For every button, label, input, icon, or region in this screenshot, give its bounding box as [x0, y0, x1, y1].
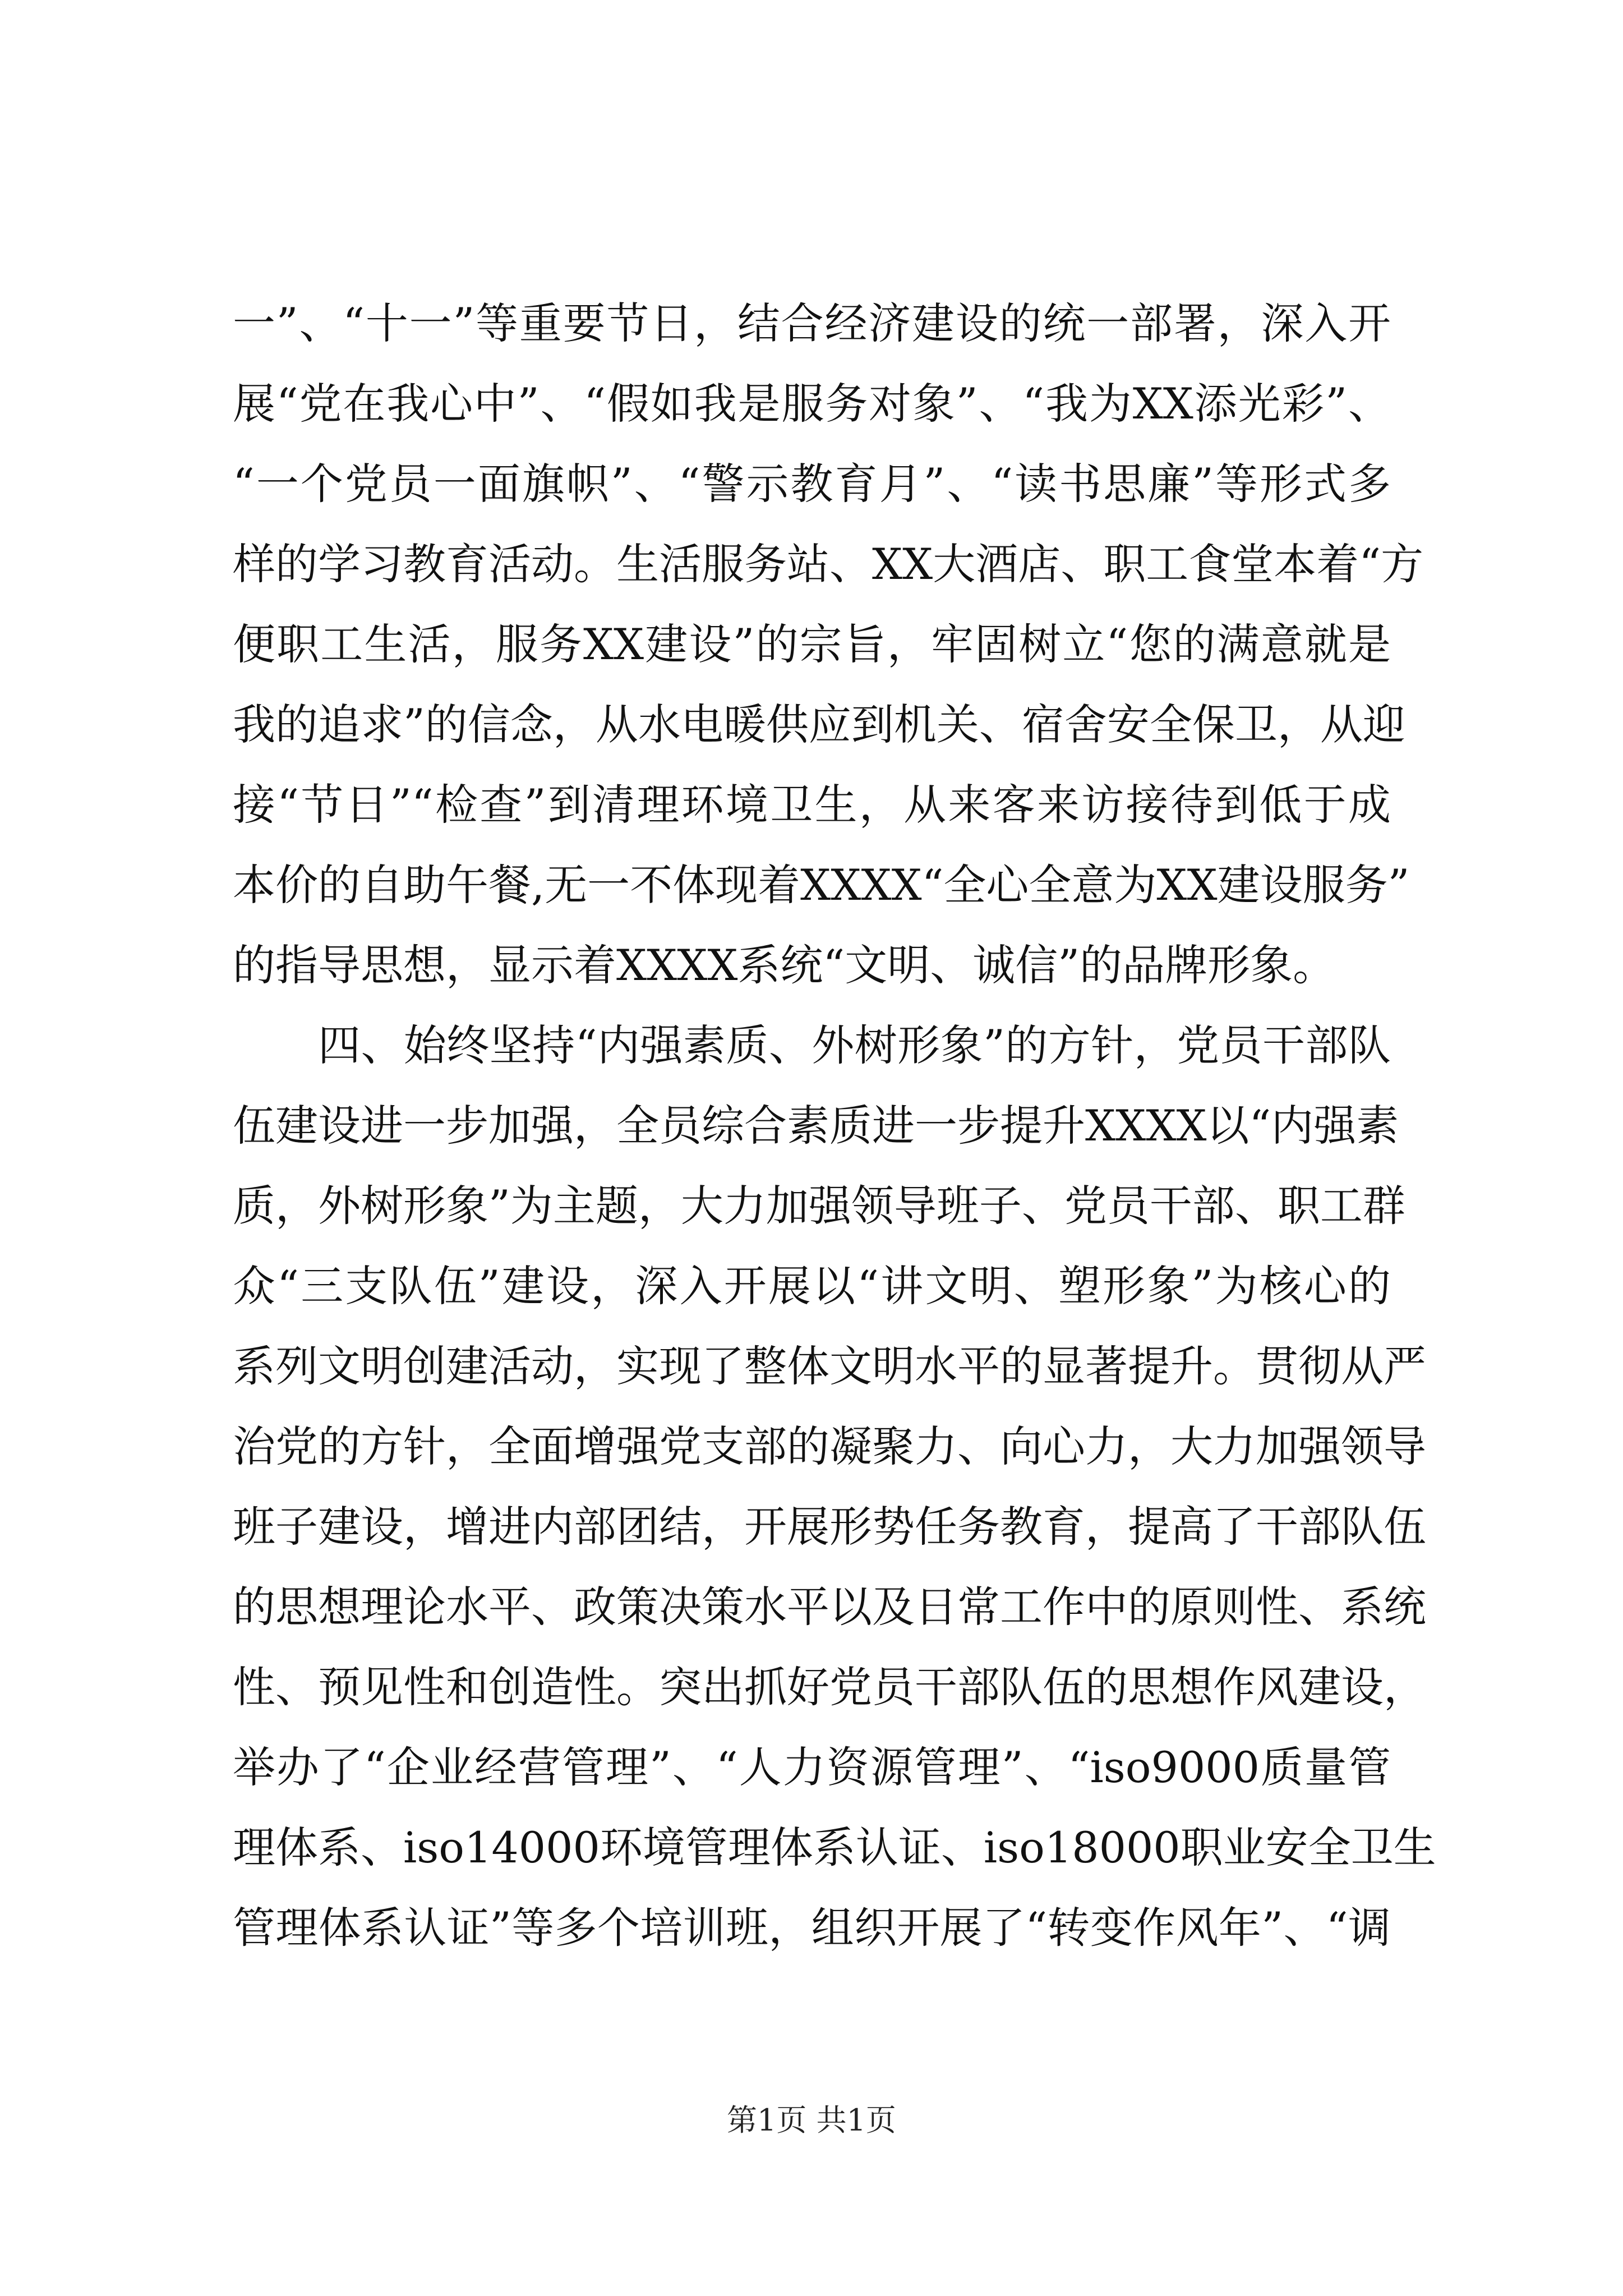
- text-line: 质，外树形象”为主题，大力加强领导班子、党员干部、职工群: [233, 1181, 1405, 1231]
- text-line: 的思想理论水平、政策决策水平以及日常工作中的原则性、系统: [233, 1582, 1426, 1632]
- text-line: 性、预见性和创造性。突出抓好党员干部队伍的思想作风建设，: [233, 1662, 1426, 1712]
- text-line: 伍建设进一步加强，全员综合素质进一步提升XXXX以“内强素: [233, 1101, 1399, 1151]
- text-line: 理体系、iso14000环境管理体系认证、iso18000职业安全卫生: [233, 1823, 1436, 1872]
- text-line: 本价的自助午餐,无一不体现着XXXX“全心全意为XX建设服务”: [233, 860, 1410, 910]
- text-line: 我的追求”的信念，从水电暖供应到机关、宿舍安全保卫，从迎: [233, 700, 1405, 749]
- text-line: 系列文明创建活动，实现了整体文明水平的显著提升。贯彻从严: [233, 1341, 1426, 1391]
- paragraph-section-four: [233, 1005, 1436, 1968]
- text-line: 接“节日”“检查”到清理环境卫生，从来客来访接待到低于成: [233, 780, 1391, 830]
- text-line: 班子建设，增进内部团结，开展形势任务教育，提高了干部队伍: [233, 1502, 1426, 1552]
- text-line: 的指导思想，显示着XXXX系统“文明、诚信”的品牌形象。: [233, 940, 1336, 990]
- text-line: 样的学习教育活动。生活服务站、XX大酒店、职工食堂本着“方: [233, 539, 1424, 589]
- text-line: 治党的方针，全面增强党支部的凝聚力、向心力，大力加强领导: [233, 1421, 1426, 1471]
- document-body: [233, 283, 1436, 1968]
- text-line: 便职工生活，服务XX建设”的宗旨，牢固树立“您的满意就是: [233, 619, 1391, 669]
- text-line: 四、始终坚持“内强素质、外树形象”的方针，党员干部队: [318, 1020, 1391, 1070]
- text-line: 展“党在我心中”、“假如我是服务对象”、“我为XX添光彩”、: [233, 379, 1391, 429]
- page-footer: [0, 2101, 1623, 2140]
- text-line: 管理体系认证”等多个培训班，组织开展了“转变作风年”、“调: [233, 1903, 1391, 1953]
- text-line: 众“三支队伍”建设，深入开展以“讲文明、塑形象”为核心的: [233, 1261, 1391, 1311]
- paragraph-continued: [233, 283, 1424, 1005]
- text-line: 举办了“企业经营管理”、“人力资源管理”、“iso9000质量管: [233, 1742, 1391, 1792]
- page-number: 第1页 共1页: [727, 2102, 896, 2138]
- text-line: 一”、“十一”等重要节日，结合经济建设的统一部署，深入开: [233, 298, 1391, 348]
- text-line: “一个党员一面旗帜”、“警示教育月”、“读书思廉”等形式多: [233, 459, 1391, 509]
